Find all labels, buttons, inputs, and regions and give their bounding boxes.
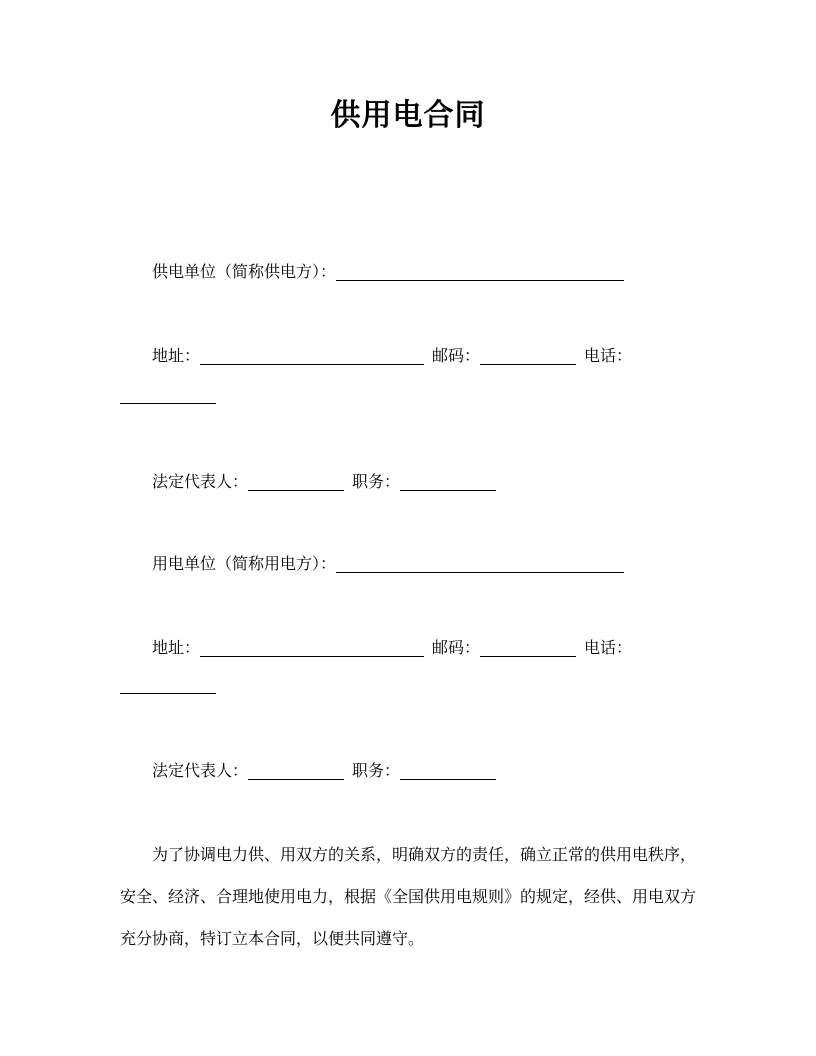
supplier-postcode-blank[interactable] — [480, 344, 576, 365]
consumer-position-label: 职务： — [352, 761, 401, 780]
supplier-unit-label: 供电单位（简称供电方）： — [152, 262, 337, 281]
consumer-legal-rep-blank[interactable] — [248, 759, 344, 780]
consumer-legal-rep-row — [152, 759, 496, 783]
supplier-address-label: 地址： — [152, 346, 201, 365]
supplier-position-blank[interactable] — [400, 470, 496, 491]
supplier-address-row — [152, 344, 632, 368]
supplier-position-label: 职务： — [352, 472, 401, 491]
preamble-line-1: 为了协调电力供、用双方的关系，明确双方的责任，确立正常的供用电秩序， — [152, 845, 697, 864]
consumer-postcode-label: 邮码： — [432, 638, 481, 657]
supplier-unit-row — [152, 260, 624, 284]
consumer-address-blank[interactable] — [200, 636, 424, 657]
consumer-unit-label: 用电单位（简称用电方）： — [152, 554, 337, 573]
supplier-phone-label: 电话： — [584, 346, 633, 365]
consumer-position-blank[interactable] — [400, 759, 496, 780]
consumer-legal-rep-label: 法定代表人： — [152, 761, 249, 780]
supplier-legal-rep-row — [152, 470, 496, 494]
supplier-address-blank[interactable] — [200, 344, 424, 365]
document-title: 供用电合同 — [330, 98, 486, 133]
supplier-phone-blank[interactable] — [120, 403, 216, 404]
preamble-line-3: 充分协商，特订立本合同，以便共同遵守。 — [120, 929, 425, 948]
supplier-legal-rep-blank[interactable] — [248, 470, 344, 491]
supplier-unit-blank[interactable] — [336, 260, 624, 281]
consumer-phone-blank[interactable] — [120, 693, 216, 694]
supplier-postcode-label: 邮码： — [432, 346, 481, 365]
supplier-legal-rep-label: 法定代表人： — [152, 472, 249, 491]
preamble-line-2: 安全、经济、合理地使用电力，根据《全国供用电规则》的规定，经供、用电双方 — [120, 887, 697, 906]
consumer-unit-row — [152, 552, 624, 576]
consumer-postcode-blank[interactable] — [480, 636, 576, 657]
consumer-unit-blank[interactable] — [336, 552, 624, 573]
consumer-phone-label: 电话： — [584, 638, 633, 657]
consumer-address-label: 地址： — [152, 638, 201, 657]
consumer-address-row — [152, 636, 632, 660]
